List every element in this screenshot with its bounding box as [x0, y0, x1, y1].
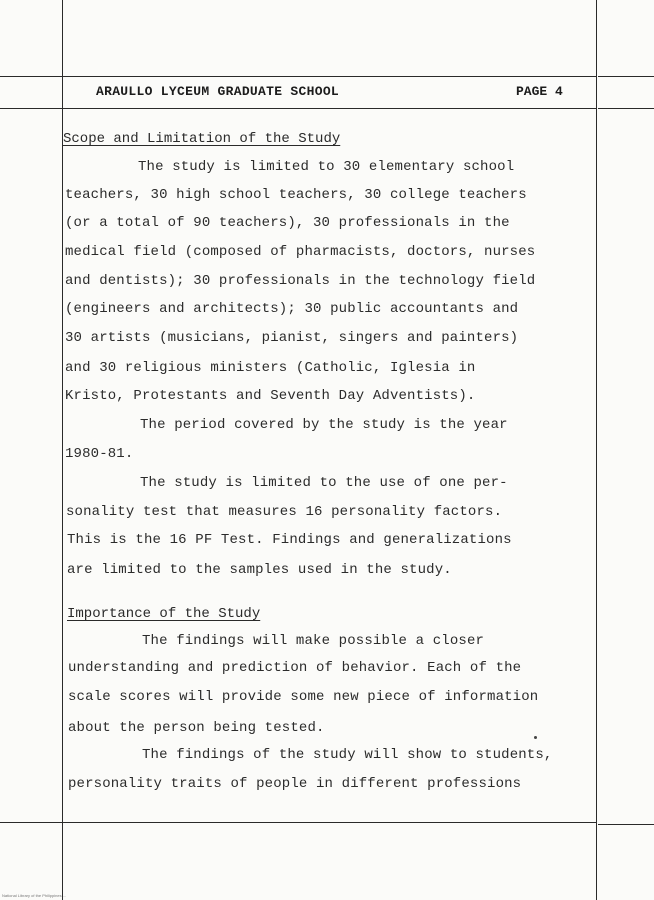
- ink-speck: [534, 736, 537, 739]
- header-border-main: [62, 108, 596, 109]
- section-title-importance: Importance of the Study: [67, 606, 261, 622]
- right-margin-line: [596, 0, 597, 900]
- bottom-border-main: [62, 822, 596, 823]
- scan-footer: National Library of the Philippines ...: [2, 893, 67, 898]
- header-border-left: [0, 108, 62, 109]
- text-line: The study is limited to 30 elementary school: [138, 159, 515, 175]
- text-line: (or a total of 90 teachers), 30 professionals in the: [65, 215, 510, 231]
- text-line: about the person being tested.: [68, 720, 325, 736]
- section-title-scope: Scope and Limitation of the Study: [63, 131, 341, 147]
- text-line: This is the 16 PF Test. Findings and generalizations: [67, 532, 512, 548]
- text-line: The study is limited to the use of one per-: [140, 475, 508, 491]
- top-border-main: [62, 76, 596, 77]
- text-line: and 30 religious ministers (Catholic, Iglesia in: [65, 360, 476, 376]
- text-line: 1980-81.: [65, 446, 134, 462]
- text-line: teachers, 30 high school teachers, 30 college teachers: [65, 187, 527, 203]
- text-line: scale scores will provide some new piece of information: [68, 689, 539, 705]
- text-line: medical field (composed of pharmacists, doctors, nurses: [65, 244, 536, 260]
- top-border-right: [598, 76, 654, 77]
- text-line: (engineers and architects); 30 public accountants and: [65, 301, 519, 317]
- bottom-border-right: [598, 824, 654, 825]
- text-line: are limited to the samples used in the study.: [67, 562, 452, 578]
- text-line: personality traits of people in different professions: [68, 776, 522, 792]
- text-line: and dentists); 30 professionals in the technology field: [65, 273, 536, 289]
- school-header: ARAULLO LYCEUM GRADUATE SCHOOL: [96, 84, 340, 99]
- bottom-border-left: [0, 822, 62, 823]
- header-border-right: [598, 108, 654, 109]
- text-line: The period covered by the study is the year: [140, 417, 508, 433]
- text-line: 30 artists (musicians, pianist, singers and painters): [65, 330, 519, 346]
- text-line: The findings of the study will show to students,: [142, 747, 553, 763]
- text-line: sonality test that measures 16 personality factors.: [66, 504, 503, 520]
- text-line: understanding and prediction of behavior. Each of the: [68, 660, 522, 676]
- text-line: Kristo, Protestants and Seventh Day Adventists).: [65, 388, 476, 404]
- text-line: The findings will make possible a closer: [142, 633, 485, 649]
- page-number: PAGE 4: [516, 84, 563, 99]
- top-border-left: [0, 76, 62, 77]
